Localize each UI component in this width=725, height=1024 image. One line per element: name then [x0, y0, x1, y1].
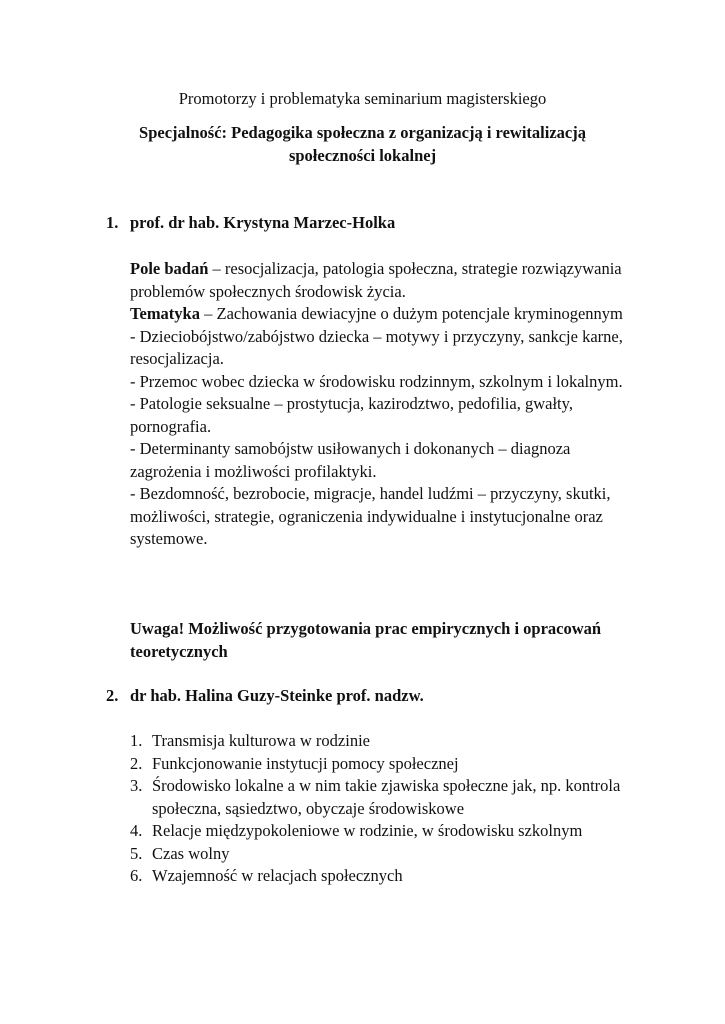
topics-paragraph [130, 303, 630, 326]
topic-item: - Dzieciobójstwo/zabójstwo dziecka – motywy i przyczyny, sankcje karne, resocjalizacja. [130, 326, 623, 368]
topic-item: - Bezdomność, bezrobocie, migracje, handel ludźmi – przyczyny, skutki, możliwości, strategie, ograniczenia indywidualne i instytucjonalne oraz systemowe. [130, 484, 611, 548]
list-item-text: Transmisja kulturowa w rodzinie [152, 731, 370, 750]
topics-label: Tematyka [130, 304, 200, 323]
section-1-body [130, 258, 630, 551]
list-item-number: 2. [130, 753, 143, 773]
list-item-number: 1. [130, 731, 143, 750]
list-item-number: 4. [130, 821, 143, 840]
list-item-text: Środowisko lokalne a w nim takie zjawiska społeczne jak, np. kontrola społeczna, sąsiedztwo, obyczaje środowiskowe [152, 776, 621, 818]
note-paragraph: Uwaga! Możliwość przygotowania prac empirycznych i opracowań teoretycznych [130, 619, 602, 661]
section-2-topic-list [130, 730, 630, 888]
list-item [130, 730, 630, 753]
list-item [130, 775, 630, 820]
topic-item: - Determinanty samobójstw usiłowanych i dokonanych – diagnoza zagrożenia i możliwości profilaktyki. [130, 439, 571, 481]
topic-item: - Patologie seksualne – prostytucja, kazirodztwo, pedofilia, gwałty, pornografia. [130, 394, 573, 436]
list-item-number: 6. [130, 866, 143, 885]
research-field-label: Pole badań [130, 259, 209, 278]
research-field-paragraph [130, 258, 630, 303]
list-item-text: Relacje międzypokoleniowe w rodzinie, w środowisku szkolnym [152, 821, 583, 840]
list-item [130, 820, 630, 843]
list-item-number: 3. [130, 776, 143, 795]
list-item-text: Funkcjonowanie instytucji pomocy społecznej [152, 753, 459, 773]
section-2-heading [106, 685, 424, 708]
section-2-number: 2. [106, 686, 119, 705]
topics-text: – Zachowania dewiacyjne o dużym potencjale kryminogennym [199, 304, 623, 323]
specialty-heading: Specjalność: Pedagogika społeczna z organizacją i rewitalizacją społeczności lokalnej [139, 123, 586, 165]
section-1-heading [106, 212, 395, 235]
list-item-number: 5. [130, 843, 143, 863]
section-2-promoter: dr hab. Halina Guzy-Steinke prof. nadzw. [130, 686, 424, 705]
section-1-promoter: prof. dr hab. Krystyna Marzec-Holka [130, 213, 396, 232]
list-item [130, 865, 630, 888]
topic-item: - Przemoc wobec dziecka w środowisku rodzinnym, szkolnym i lokalnym. [130, 371, 623, 391]
list-item-text: Wzajemność w relacjach społecznych [152, 866, 403, 885]
research-field-text: – resocjalizacja, patologia społeczna, strategie rozwiązywania problemów społecznych środowisk życia. [130, 259, 622, 301]
list-item-text: Czas wolny [152, 843, 230, 863]
list-item [130, 843, 630, 866]
section-1-number: 1. [106, 213, 119, 232]
list-item [130, 753, 630, 776]
page-title: Promotorzy i problematyka seminarium magisterskiego [178, 89, 547, 108]
